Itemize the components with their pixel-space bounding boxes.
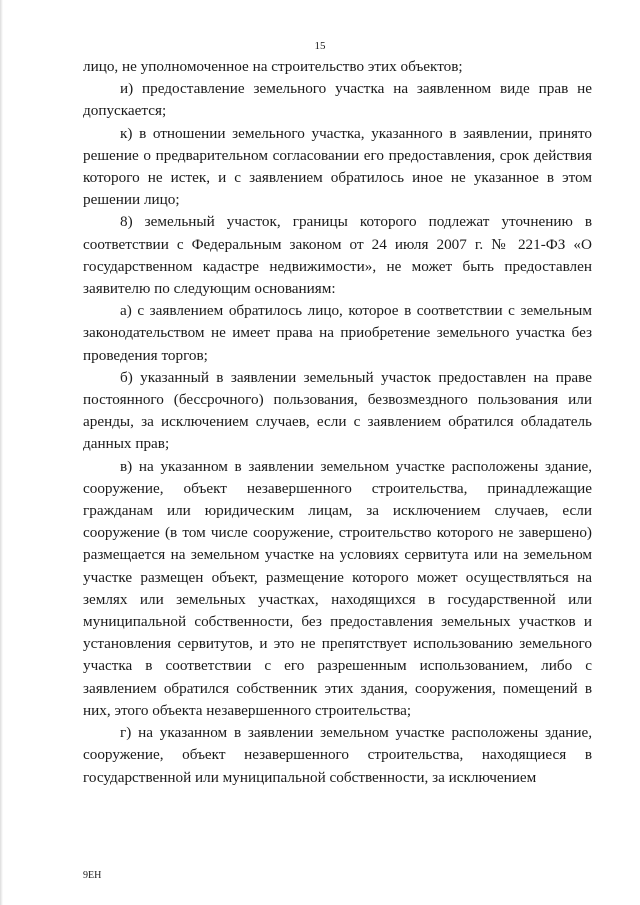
footer-code: 9ЕН — [83, 870, 102, 881]
paragraph-item-g: г) на указанном в заявлении земельном участке расположены здание, сооружение, объект незавершенного строительства, находящиеся в государственной или муниципальной собственности, за исключением — [83, 724, 592, 786]
paragraph-item-b: б) указанный в заявлении земельный участок предоставлен на праве постоянного (бессрочного) пользования, безвозмездного пользования или аренды, за исключением случаев, если с заявлением обратился обладатель данных прав; — [83, 368, 592, 453]
paragraph-item-v: в) на указанном в заявлении земельном участке расположены здание, сооружение, объект незавершенного строительства, принадлежащие гражданам или юридическим лицам, за исключением случаев, если сооружение (в том числе сооружение, строительство которого не завершено) размещается на земельном участке на условиях сервитута или на земельном участке размещен объект, размещение которого может осуществляться на землях или земельных участках, находящихся в государственной или муниципальной собственности, без предоставления земельных участков и установления сервитутов, и это не препятствует использованию земельного участка в соответствии с его разрешенным использованием, либо с заявлением обратился собственник этих здания, сооружения, помещений в них, этого объекта незавершенного строительства; — [83, 457, 592, 719]
document-body — [83, 56, 592, 789]
page-number: 15 — [314, 40, 326, 52]
paragraph-item-i: и) предоставление земельного участка на заявленном виде прав не допускается; — [83, 80, 592, 120]
paragraph-item-a: а) с заявлением обратилось лицо, которое в соответствии с земельным законодательством не имеет права на приобретение земельного участка без проведения торгов; — [83, 302, 592, 364]
scan-edge — [0, 0, 3, 905]
paragraph-item-k: к) в отношении земельного участка, указанного в заявлении, принято решение о предварительном согласовании его предоставления, срок действия которого не истек, и с заявлением обратилось иное не указанное в этом решении лицо; — [83, 124, 592, 209]
paragraph-continuation: лицо, не уполномоченное на строительство этих объектов; — [83, 58, 463, 75]
paragraph-item-8: 8) земельный участок, границы которого подлежат уточнению в соответствии с Федеральным законом от 24 июля 2007 г. № 221-ФЗ «О государственном кадастре недвижимости», не может быть предоставлен заявителю по следующим основаниям: — [83, 213, 592, 298]
